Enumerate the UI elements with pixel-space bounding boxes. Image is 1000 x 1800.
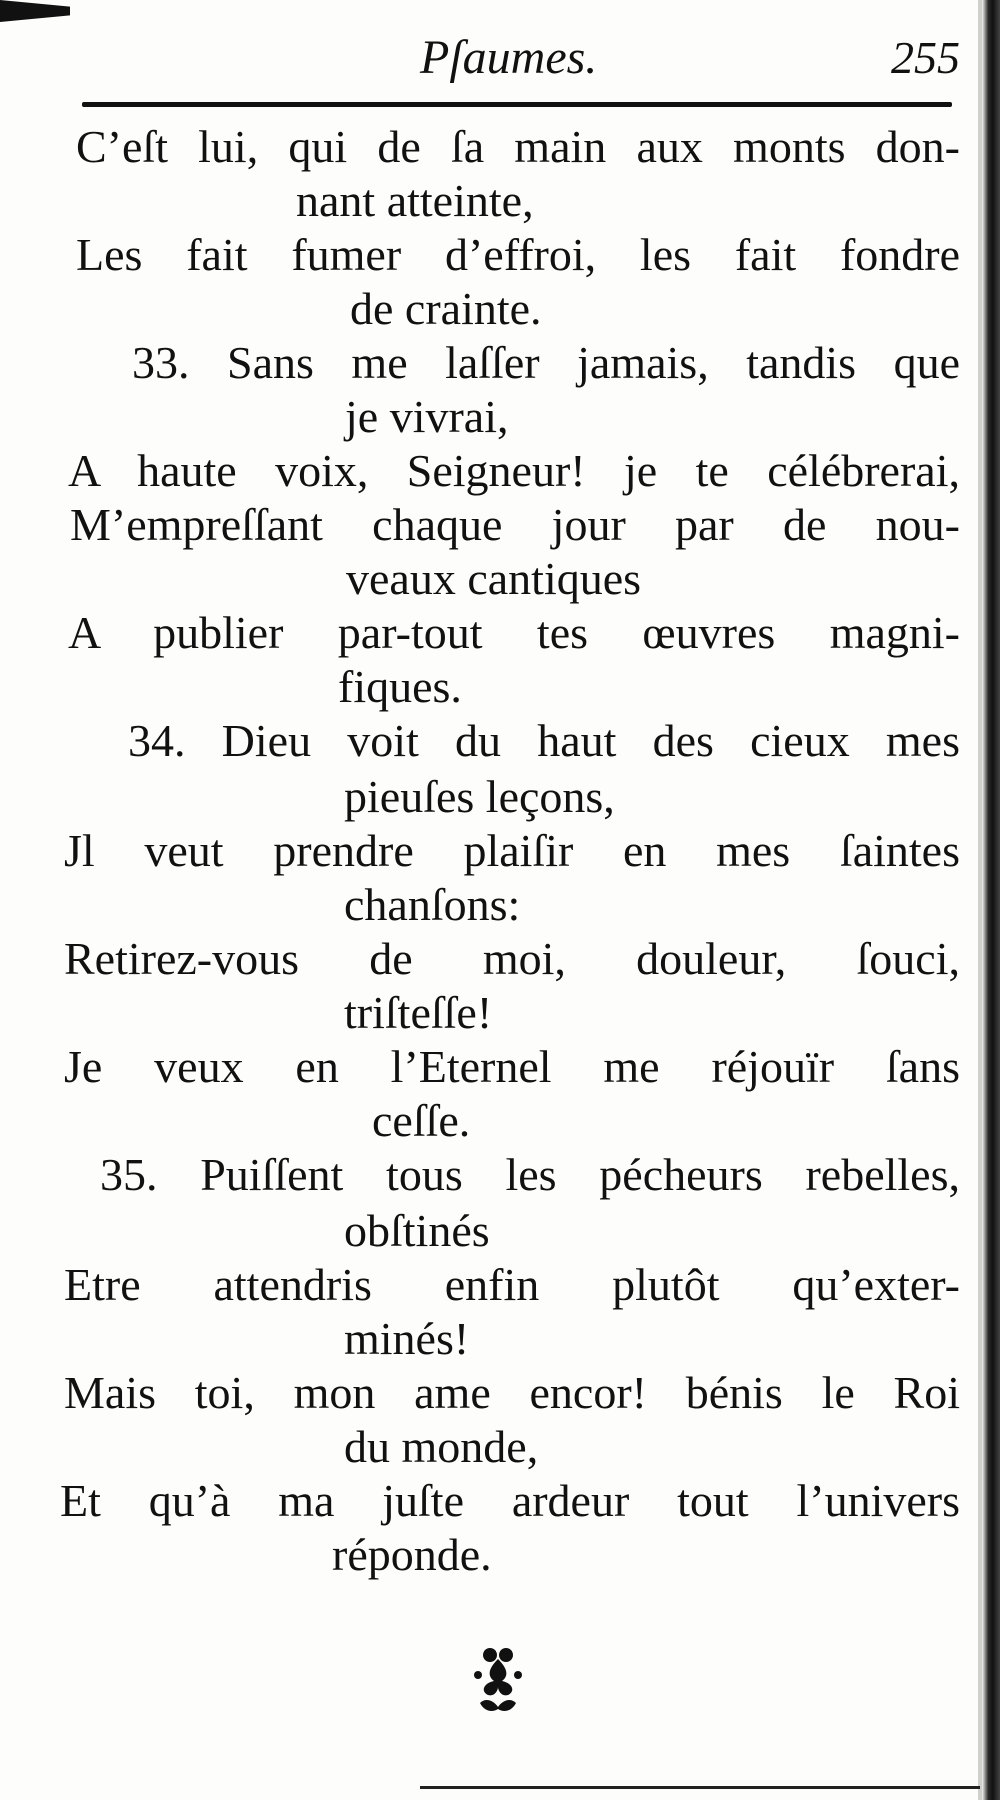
verse-line: M’empreſſant chaque jour par de nou-: [70, 499, 960, 550]
bottom-rule: [420, 1786, 980, 1789]
verse-line: pieuſes leçons,: [344, 771, 615, 822]
verse-line: nant atteinte,: [296, 175, 534, 226]
verse-line: A haute voix, Seigneur! je te célébrerai,: [68, 445, 960, 496]
running-title: Pſaumes.: [420, 31, 598, 84]
verse-line: je vivrai,: [345, 391, 509, 442]
verse-line: du monde,: [344, 1421, 539, 1472]
verse-line: Je veux en l’Eternel me réjouïr ſans: [64, 1041, 960, 1092]
verse-line: Retirez-vous de moi, douleur, ſouci,: [64, 933, 960, 984]
page-number: 255: [891, 32, 960, 83]
verse-line: obſtinés: [344, 1205, 490, 1256]
book-spine: [982, 0, 1000, 1800]
verse-line: Mais toi, mon ame encor! bénis le Roi: [64, 1367, 960, 1418]
verse-line: minés!: [344, 1313, 470, 1364]
psalm-text: [60, 120, 960, 1582]
verse-line: 35. Puiſſent tous les pécheurs rebelles,: [100, 1149, 960, 1200]
page-header: [80, 28, 960, 88]
verse-line: chanſons:: [344, 879, 521, 930]
verse-line: triſteſſe!: [344, 987, 493, 1038]
verse-line: Jl veut prendre plaiſir en mes ſaintes: [64, 825, 960, 876]
corner-mark: [0, 0, 70, 22]
verse-line: 34. Dieu voit du haut des cieux mes: [128, 715, 960, 766]
verse-line: C’eſt lui, qui de ſa main aux monts don-: [76, 121, 960, 172]
verse-line: A publier par-tout tes œuvres magni-: [68, 607, 960, 658]
verse-line: réponde.: [332, 1529, 492, 1580]
header-rule: [82, 102, 952, 107]
fleuron-icon: [468, 1645, 528, 1715]
verse-line: fiques.: [338, 661, 462, 712]
verse-line: ceſſe.: [372, 1095, 471, 1146]
verse-line: Etre attendris enfin plutôt qu’exter-: [64, 1259, 960, 1310]
verse-line: 33. Sans me laſſer jamais, tandis que: [132, 337, 960, 388]
verse-line: Les fait fumer d’effroi, les fait fondre: [76, 229, 960, 280]
verse-line: Et qu’à ma juſte ardeur tout l’univers: [60, 1475, 960, 1526]
verse-line: de crainte.: [350, 283, 542, 334]
verse-line: veaux cantiques: [346, 553, 642, 604]
